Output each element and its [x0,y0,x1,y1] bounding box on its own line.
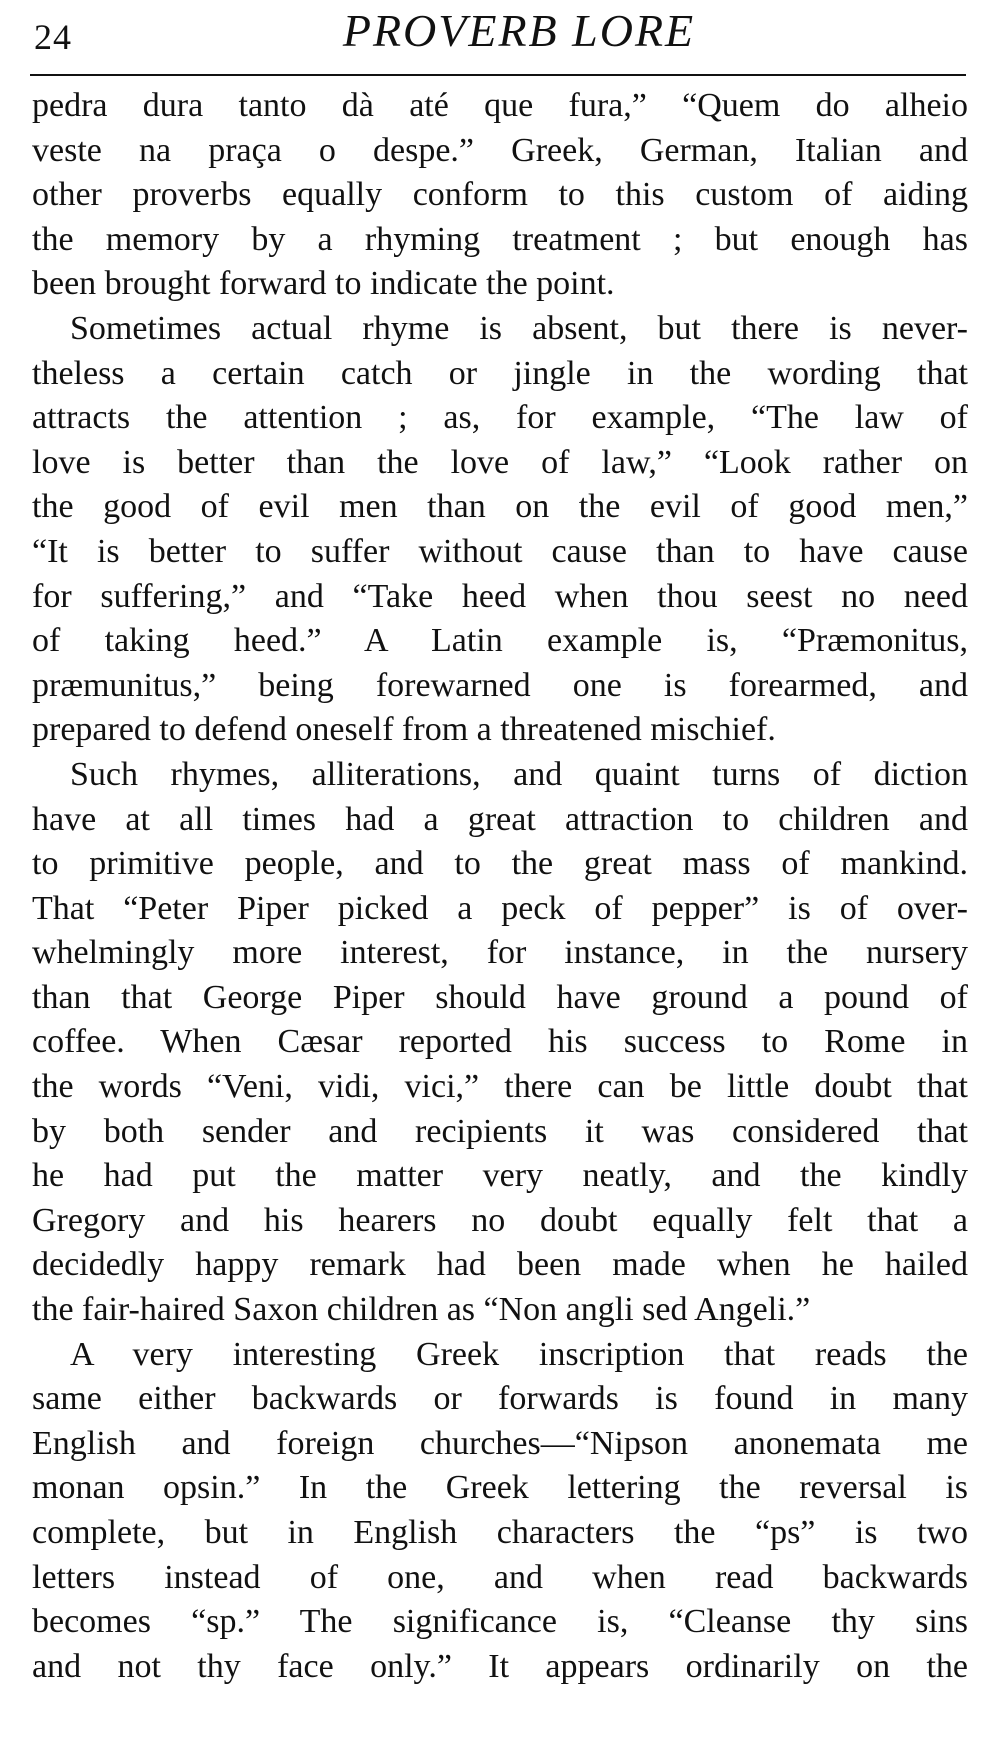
header-rule [30,74,966,76]
text-line: for suffering,” and “Take heed when thou seest no need [32,577,968,615]
text-line: love is better than the love of law,” “Look rather on [32,443,968,481]
text-line: monan opsin.” In the Greek lettering the reversal is [32,1469,968,1507]
text-line: pedra dura tanto dà até que fura,” “Quem do alheio [32,87,968,124]
text-line: been brought forward to indicate the point. [32,265,615,303]
text-line: complete, but in English characters the “ps” is two [32,1514,968,1551]
text-line: to primitive people, and to the great mass of mankind. [32,845,968,883]
text-line: the fair-haired Saxon children as “Non angli sed Angeli.” [32,1291,811,1329]
text-line: Gregory and his hearers no doubt equally felt that a [32,1201,968,1239]
running-title: PROVERB LORE [342,5,696,56]
text-line: than that George Piper should have ground a pound of [32,978,968,1016]
text-line: Such rhymes, alliterations, and quaint turns of diction [70,755,968,793]
paragraph-1 [32,84,968,307]
text-line: theless a certain catch or jingle in the wording that [32,354,968,392]
text-line: coffee. When Cæsar reported his success to Rome in [32,1023,968,1061]
paragraph-4 [32,1333,968,1690]
text-line: attracts the attention ; as, for example, “The law of [32,399,968,437]
text-line: same either backwards or forwards is found in many [32,1380,968,1418]
text-line: by both sender and recipients it was considered that [32,1112,968,1150]
text-line: Sometimes actual rhyme is absent, but there is never- [70,309,968,347]
text-line: becomes “sp.” The significance is, “Cleanse thy sins [32,1603,968,1641]
text-line: have at all times had a great attraction to children and [32,800,968,838]
text-line: the good of evil men than on the evil of good men,” [32,488,968,526]
text-line: decidedly happy remark had been made when he hailed [32,1246,968,1284]
page-number: 24 [34,17,72,57]
text-line: the words “Veni, vidi, vici,” there can be little doubt that [32,1068,968,1106]
body-text [32,84,968,1689]
text-line: of taking heed.” A Latin example is, “Præmonitus, [32,622,968,660]
text-line: whelmingly more interest, for instance, in the nursery [32,934,968,972]
text-line: prepared to defend oneself from a threatened mischief. [32,711,776,749]
text-line: English and foreign churches—“Nipson anonemata me [32,1424,968,1462]
text-line: veste na praça o despe.” Greek, German, Italian and [32,131,968,169]
paragraph-3 [32,753,968,1333]
text-line: other proverbs equally conform to this custom of aiding [32,176,968,214]
text-line: and not thy face only.” It appears ordinarily on the [32,1647,968,1685]
text-line: That “Peter Piper picked a peck of pepper” is of over- [32,889,968,927]
text-line: præmunitus,” being forewarned one is forearmed, and [32,666,968,704]
text-line: letters instead of one, and when read backwards [32,1558,968,1596]
text-line: “It is better to suffer without cause than to have cause [32,532,968,570]
text-line: he had put the matter very neatly, and the kindly [32,1157,968,1195]
text-line: A very interesting Greek inscription that reads the [70,1335,968,1373]
text-line: the memory by a rhyming treatment ; but enough has [32,220,968,258]
paragraph-2 [32,307,968,753]
page-header [34,2,964,72]
